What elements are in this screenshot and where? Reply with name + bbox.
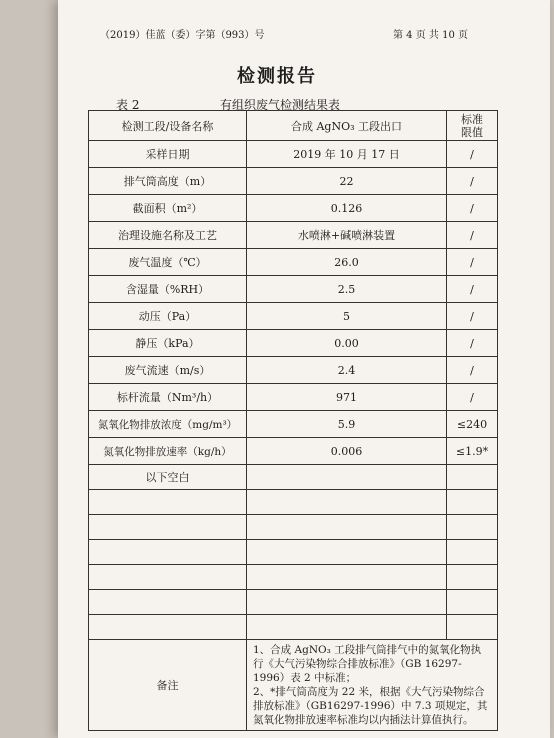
table-row [89, 222, 498, 249]
table-row [89, 195, 498, 222]
row-limit: / [447, 330, 498, 357]
table-row [89, 411, 498, 438]
header-limit: 标准 限值 [447, 111, 498, 141]
row-label: 废气流速（m/s） [89, 357, 247, 384]
empty-row [89, 615, 498, 640]
row-limit: / [447, 276, 498, 303]
note-line-2: 2、*排气筒高度为 22 米，根据《大气污染物综合排放标准》（GB16297-1996）中 7.3 项规定，其氮氧化物排放速率标准均以内插法计算值执行。 [253, 686, 488, 726]
table-row [89, 330, 498, 357]
row-value: 水喷淋+碱喷淋装置 [247, 222, 447, 249]
row-label: 氮氧化物排放浓度（mg/m³） [89, 411, 247, 438]
empty-row [89, 515, 498, 540]
empty-row [89, 490, 498, 515]
header-location: 合成 AgNO₃ 工段出口 [247, 111, 447, 141]
table-row [89, 438, 498, 465]
row-value: 22 [247, 168, 447, 195]
row-label: 排气筒高度（m） [89, 168, 247, 195]
row-limit: ≤240 [447, 411, 498, 438]
empty-row [89, 565, 498, 590]
table-header-row [89, 111, 498, 141]
row-label: 采样日期 [89, 141, 247, 168]
row-limit: / [447, 195, 498, 222]
table-row [89, 168, 498, 195]
table-row [89, 465, 498, 490]
row-value: 5 [247, 303, 447, 330]
empty-row [89, 590, 498, 615]
table-row [89, 141, 498, 168]
row-value: 0.126 [247, 195, 447, 222]
table-name: 有组织废气检测结果表 [220, 98, 341, 112]
row-limit: ≤1.9* [447, 438, 498, 465]
row-value [247, 465, 447, 490]
notes-content [247, 640, 498, 731]
row-label: 含湿量（%RH） [89, 276, 247, 303]
header-item: 检测工段/设备名称 [89, 111, 247, 141]
table-number: 表 2 [116, 98, 140, 112]
note-line-1: 1、合成 AgNO₃ 工段排气筒排气中的氮氧化物执行《大气污染物综合排放标准》（GB 16297-1996）表 2 中标准； [253, 644, 482, 684]
row-value: 0.00 [247, 330, 447, 357]
row-value: 0.006 [247, 438, 447, 465]
row-limit: / [447, 303, 498, 330]
row-value: 2.4 [247, 357, 447, 384]
empty-row [89, 540, 498, 565]
row-limit [447, 465, 498, 490]
row-label: 废气温度（℃） [89, 249, 247, 276]
table-row [89, 276, 498, 303]
row-label: 氮氧化物排放速率（kg/h） [89, 438, 247, 465]
document-number: （2019）佳蓝（委）字第（993）号 [100, 30, 265, 41]
notes-label: 备注 [89, 640, 247, 731]
table-row [89, 357, 498, 384]
page-indicator: 第 4 页 共 10 页 [393, 30, 468, 41]
row-value: 2019 年 10 月 17 日 [247, 141, 447, 168]
row-limit: / [447, 222, 498, 249]
notes-row [89, 640, 498, 731]
row-limit: / [447, 384, 498, 411]
row-limit: / [447, 141, 498, 168]
blank-marker: 以下空白 [89, 465, 247, 490]
row-label: 静压（kPa） [89, 330, 247, 357]
row-limit: / [447, 357, 498, 384]
row-value: 26.0 [247, 249, 447, 276]
row-label: 治理设施名称及工艺 [89, 222, 247, 249]
row-label: 动压（Pa） [89, 303, 247, 330]
table-row [89, 303, 498, 330]
results-table [88, 110, 498, 731]
row-value: 5.9 [247, 411, 447, 438]
table-row [89, 384, 498, 411]
row-limit: / [447, 168, 498, 195]
row-label: 标杆流量（Nm³/h） [89, 384, 247, 411]
row-limit: / [447, 249, 498, 276]
report-title: 检测报告 [237, 66, 317, 87]
row-value: 971 [247, 384, 447, 411]
row-label: 截面积（m²） [89, 195, 247, 222]
row-value: 2.5 [247, 276, 447, 303]
table-row [89, 249, 498, 276]
